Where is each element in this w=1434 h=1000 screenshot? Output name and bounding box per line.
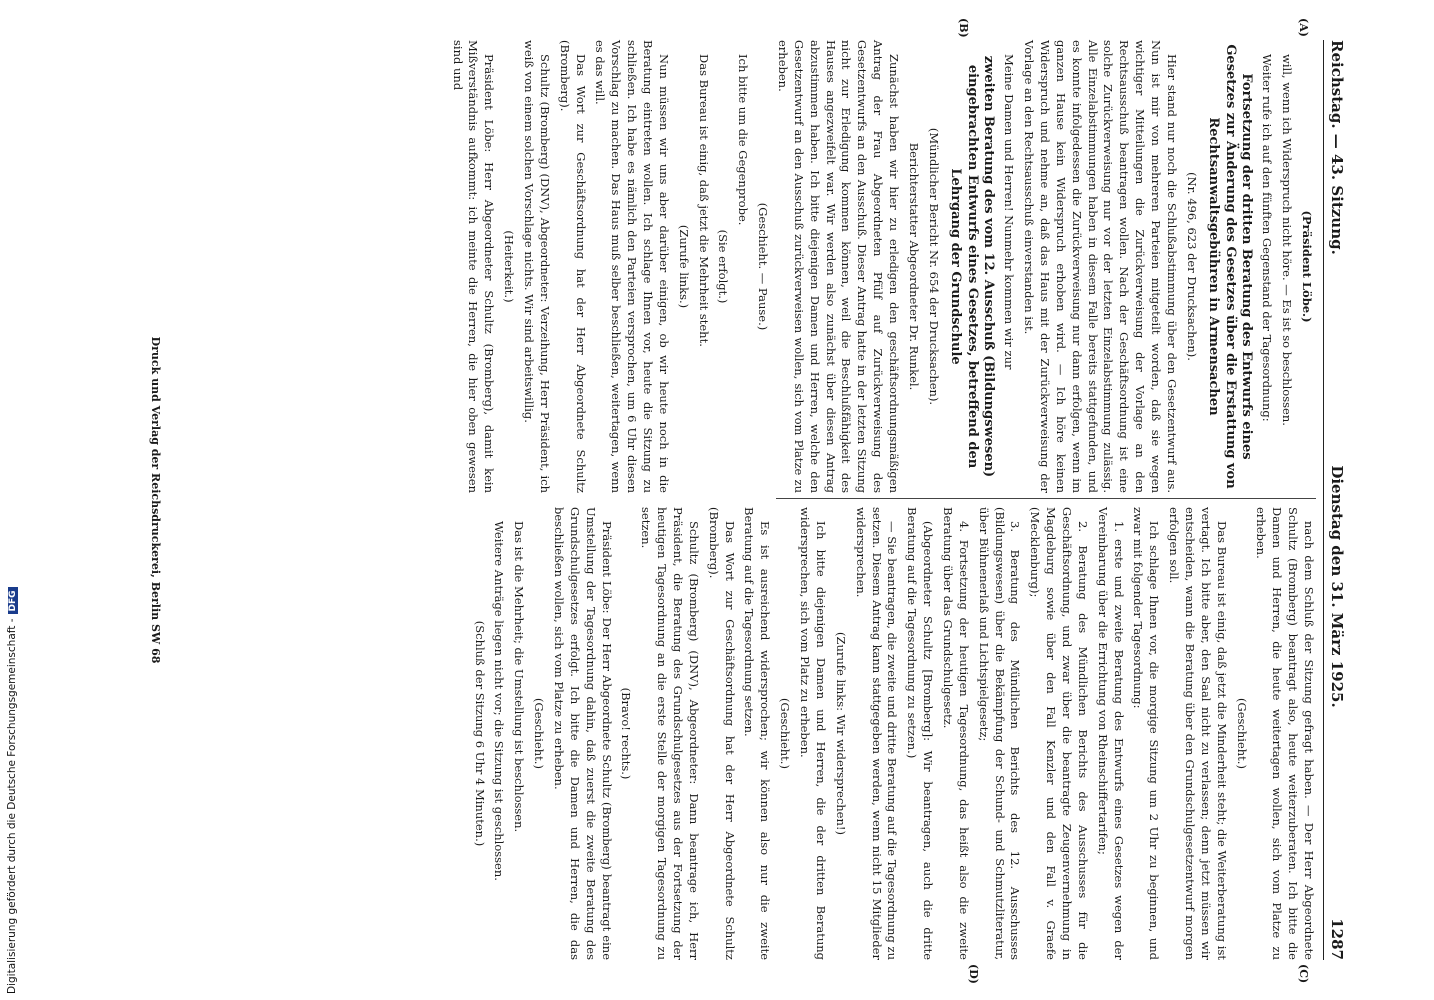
paragraph: Das ist die Mehrheit; die Umstellung ist beschlossen. (512, 521, 527, 833)
agenda-heading: zweiten Beratung des vom 12. Ausschuß (Bildungswesen) eingebrachten Entwurfs eines Gesetzes, betreffend den Lehrgang der Grundschule (947, 55, 997, 478)
agenda-item: 1. erste und zweite Beratung des Entwurfs eines Gesetzes wegen der Vereinbarung über die Errichtung von Rheinschiffertarifen; (1095, 507, 1126, 960)
paragraph: will, wenn ich Widerspruch nicht höre. — Es ist so beschlossen. (1280, 54, 1295, 426)
stage-direction: (Sie erfolgt.) (716, 229, 731, 304)
stage-direction: (Zurufe links: Wir widersprechen!) (833, 631, 848, 836)
stage-direction: (Geschieht. — Pause.) (756, 202, 771, 331)
margin-marker-b: (B) (957, 18, 970, 38)
reference: (Mündlicher Bericht Nr. 654 der Drucksachen). (926, 127, 941, 406)
paragraph: (Abgeordneter Schultz [Bromberg]: Wir beantragen, auch die dritte Beratung auf die Tagesordnung zu setzen.) (905, 507, 936, 960)
paragraph: Hier stand nur noch die Schlußabstimmung über den Gesetzentwurf aus. Nun ist mir von mehreren Parteien mitgeteilt worden, daß sie wegen wichtiger Mitteilungen die Zurückverweisung der Vorlage an den Rechtsausschuß beantragen wollen. Nach der Geschäftsordnung ist eine solche Zurückverweisung nur vor der letzten Einzelabstimmung zulässig. Alle Einzelabstimmungen haben in diesem Falle bereits stattgefunden, und es konnte infolgedessen die Zurückverweisung nur dann erfolgen, wenn im ganzen Hause kein Widerspruch erhoben wird. — Ich höre keinen Widerspruch und nehme an, daß das Haus mit der Zurückverweisung der Vorlage an den Rechtsausschuß einverstanden ist. (1022, 40, 1179, 493)
column-right (445, 507, 1316, 960)
paragraph: Nun müssen wir uns aber darüber einigen, ob wir heute noch in die Beratung eintreten wollen. Ich schlage Ihnen vor, heute die Sitzung zu schließen. Ich habe es nämlich den Parteien versprochen, um 6 Uhr diesen Vorschlag zu machen. Das Haus muß selber beschließen, weitertagen, wenn es das will. (593, 40, 671, 493)
digitization-note (6, 587, 18, 994)
margin-marker-a: (A) (1297, 18, 1310, 37)
page-header (1323, 40, 1350, 960)
paragraph: Ich bitte diejenigen Damen und Herren, die der dritten Beratung widersprechen, sich vom Platz zu erheben. (798, 507, 828, 960)
page-number: 1287 (1328, 918, 1346, 960)
dfg-logo: DFG (8, 587, 18, 614)
closing-note: (Schluß der Sitzung 6 Uhr 4 Minuten.) (472, 620, 487, 847)
reference: (Nr. 496, 623 der Drucksachen). (1184, 172, 1199, 361)
stage-direction: (Geschieht.) (1234, 698, 1249, 769)
paragraph: Meine Damen und Herren! Nunmehr kommen wir zur (1002, 54, 1017, 370)
text-columns (445, 40, 1316, 960)
column-divider (776, 498, 1316, 499)
speaker-label: (Präsident Löbe.) (1300, 210, 1314, 323)
margin-marker-d: (D) (967, 964, 980, 984)
stage-direction: (Bravo! rechts.) (619, 687, 634, 780)
sidenote-text: Digitalisierung gefördert durch die Deutsche Forschungsgemeinschaft - (6, 618, 18, 994)
paragraph: Schultz (Bromberg) (DNV), Abgeordneter: Verzeihung, Herr Präsident, ich weiß von einem solchen Vorschlage nichts. Wir sind arbeitswillig. (522, 40, 552, 493)
paragraph: Schultz (Bromberg) (DNV), Abgeordneter: Dann beantrage ich, Herr Präsident, die Beratung des Grundschulgesetzes aus der Fortsetzung der heutigen Tagesordnung an die erste Stelle der morgigen Tagesordnung zu setzen. (639, 507, 701, 960)
paragraph: Weiter rufe ich auf den fünften Gegenstand der Tagesordnung: (1260, 54, 1275, 422)
paragraph: Das Wort zur Geschäftsordnung hat der Herr Abgeordnete Schultz (Bromberg). (706, 507, 737, 960)
paragraph: Es ist ausreichend widersprochen; wir können also nur die zweite Beratung auf die Tagesordnung setzen. (742, 507, 773, 960)
paragraph: Präsident Löbe: Der Herr Abgeordnete Schultz (Bromberg) beantragt eine Umstellung der Tagesordnung dahin, daß zuerst die zweite Beratung des Grundschulgesetzes erfolgt. Ich bitte die Damen und Herren, die das beschließen wollen, sich vom Platze zu erheben. (552, 507, 614, 960)
paragraph: Das Bureau ist einig, daß jetzt die Minderheit steht; die Weiterberatung ist vertagt. Ich bitte aber, den Saal nicht zu verlassen; denn jetzt müssen wir entscheiden, wann die Beratung über den Grundschulgesetzentwurf morgen erfolgen soll. (1167, 507, 1229, 960)
paragraph: Das Bureau ist einig, daß jetzt die Mehrheit steht. (696, 54, 711, 347)
rotated-page-content (110, 18, 1350, 984)
agenda-item: 2. Beratung des Mündlichen Berichts des Ausschusses für die Geschäftsordnung, und zwar über die beantragte Zeugenvernehmung in Magdeburg sowie über den Fall Kenzler und den Fall v. Graefe (Mecklenburg); (1028, 507, 1090, 960)
agenda-item: 4. Fortsetzung der heutigen Tagesordnung, das heißt also die zweite Beratung über das Grundschulgesetz. (940, 507, 971, 960)
paragraph: Ich bitte um die Gegenprobe. (736, 54, 751, 226)
paragraph: Weitere Anträge liegen nicht vor; die Sitzung ist geschlossen. (492, 521, 507, 881)
rapporteur: Berichterstatter Abgeordneter Dr. Runkel. (906, 142, 921, 391)
column-left (445, 40, 1316, 493)
stage-direction: (Zurufe links.) (676, 224, 691, 309)
paragraph: Ich schlage Ihnen vor, die morgige Sitzung um 2 Uhr zu beginnen, und zwar mit folgender Tagesordnung: (1131, 507, 1162, 960)
paragraph: Präsident Löbe: Herr Abgeordneter Schultz (Bromberg), damit kein Mißverständnis aufkommt: ich meinte die Herren, die hier oben gewesen sind und (450, 40, 497, 493)
paragraph: — Sie beantragen, die zweite und dritte Beratung auf die Tagesordnung zu setzen. Diesem Antrag kann stattgegeben werden, wenn nicht 15 Mitglieder widersprechen. (853, 507, 900, 960)
paragraph: Das Wort zur Geschäftsordnung hat der Herr Abgeordnete Schultz (Bromberg). (557, 40, 588, 493)
printer-footer: Druck und Verlag der Reichsdruckerei, Berlin SW 68 (149, 336, 162, 664)
margin-marker-c: (C) (1297, 964, 1310, 984)
header-date: Dienstag den 31. März 1925. (1328, 465, 1346, 708)
agenda-item: 3. Beratung des Mündlichen Berichts des 12. Ausschusses (Bildungswesen) über die Bekämpfung der Schund- und Schmutzliteratur, über Bühnenerlaß und Lichtspielgesetz; (976, 507, 1023, 960)
header-left: Reichstag. — 43. Sitzung. (1328, 40, 1346, 255)
agenda-heading: Fortsetzung der dritten Beratung des Entwurfs eines Gesetzes zur Änderung des Gesetzes über die Erstattung von Rechtsanwaltsgebühren in Armensachen (1205, 44, 1255, 489)
paragraph: Zunächst haben wir hier zu erledigen den geschäftsordnungsmäßigen Antrag der Frau Abgeordneten Pfülf auf Zurückverweisung des Gesetzentwurfs an den Ausschuß. Dieser Antrag hatte in der letzten Sitzung nicht zur Erledigung kommen können, weil die Beschlußfähigkeit des Hauses angezweifelt war. Wir werden also zunächst über diesen Antrag abzustimmen haben. Ich bitte diejenigen Damen und Herren, welche den Gesetzentwurf an den Ausschuß zurückverweisen wollen, sich vom Platze zu erheben. (776, 40, 902, 493)
stage-direction: (Geschieht.) (532, 698, 547, 769)
stage-direction: (Heiterkeit.) (502, 230, 517, 303)
stage-direction: (Geschieht.) (778, 698, 793, 769)
paragraph: nach dem Schluß der Sitzung gefragt haben. — Der Herr Abgeordnete Schultz (Bromberg) beantragt also, heute weiterzuberaten. Ich bitte die Damen und Herren, die heute weitertagen wollen, sich vom Platze zu erheben. (1254, 507, 1316, 960)
